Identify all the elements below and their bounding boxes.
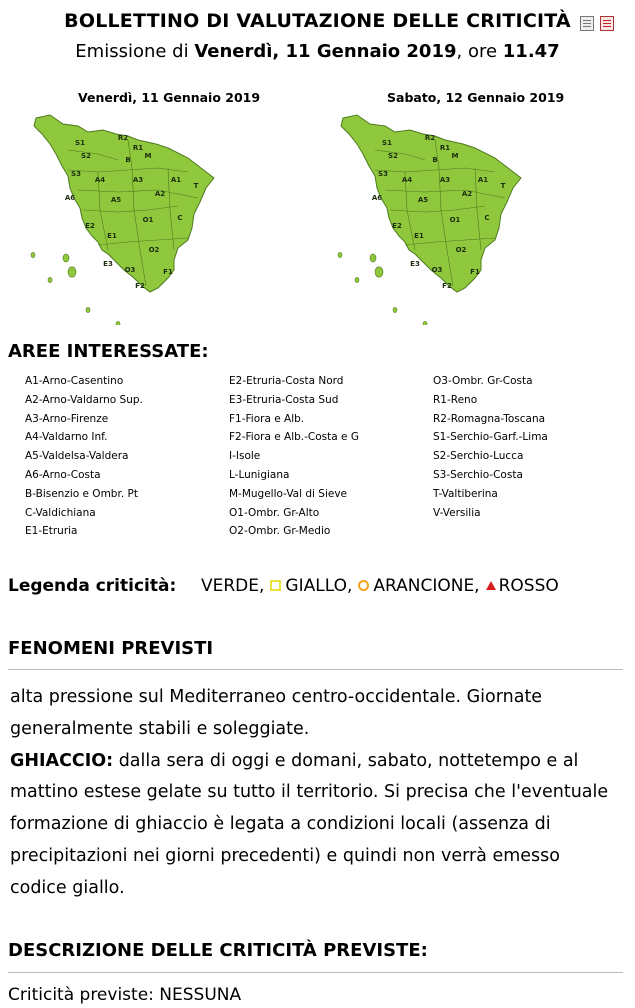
map-date-1: Venerdì, 11 Gennaio 2019 xyxy=(78,90,261,105)
zone-label: A3 xyxy=(132,176,144,184)
zone-label: C xyxy=(177,214,183,222)
zone-label: A5 xyxy=(417,196,429,204)
areas-heading: AREE INTERESSATE: xyxy=(8,341,209,362)
tuscany-map-svg xyxy=(335,110,525,325)
subtitle-prefix: Emissione di xyxy=(75,41,195,62)
zone-label: F2 xyxy=(442,282,452,290)
area-item: A3-Arno-Firenze xyxy=(25,412,109,425)
island xyxy=(68,267,76,277)
area-item: O2-Ombr. Gr-Medio xyxy=(229,525,331,538)
fenomeni-heading: FENOMENI PREVISTI xyxy=(8,638,214,659)
zone-label: F1 xyxy=(470,268,480,276)
areas-column-3 xyxy=(433,372,548,522)
island xyxy=(63,254,69,262)
zone-label: R1 xyxy=(132,144,144,152)
area-item: A5-Valdelsa-Valdera xyxy=(25,450,129,463)
bulletin-title: BOLLETTINO DI VALUTAZIONE DELLE CRITICITÀ xyxy=(64,10,571,32)
criticita-text: Criticità previste: NESSUNA xyxy=(8,985,242,1005)
area-item: R1-Reno xyxy=(433,393,478,406)
zone-label: S3 xyxy=(71,170,81,178)
area-item: E2-Etruria-Costa Nord xyxy=(229,375,344,387)
criticality-map-day2 xyxy=(335,110,525,325)
subtitle-mid: , ore xyxy=(456,41,503,62)
zone-label: A2 xyxy=(461,190,473,198)
zone-label: E3 xyxy=(410,260,420,268)
area-item: E3-Etruria-Costa Sud xyxy=(229,393,339,406)
rosso-triangle-icon xyxy=(486,581,496,590)
zone-label: E2 xyxy=(85,222,95,230)
zone-label: O1 xyxy=(449,216,461,224)
island xyxy=(48,277,52,282)
areas-column-1 xyxy=(25,372,143,541)
area-item: F2-Fiora e Alb.-Costa e G xyxy=(229,431,359,444)
zone-label: A4 xyxy=(401,176,413,184)
island xyxy=(116,321,120,325)
area-item: R2-Romagna-Toscana xyxy=(433,412,546,425)
zone-label: C xyxy=(484,214,490,222)
area-item: I-Isole xyxy=(229,450,261,463)
area-item: A6-Arno-Costa xyxy=(25,468,101,481)
zone-label: E1 xyxy=(414,232,424,240)
criticality-map-day1 xyxy=(28,110,218,325)
zone-label: S3 xyxy=(378,170,388,178)
zone-label: T xyxy=(193,182,199,190)
zone-label: R1 xyxy=(439,144,451,152)
ghiaccio-label: GHIACCIO: xyxy=(10,750,114,771)
island xyxy=(338,252,342,257)
island xyxy=(370,254,376,262)
zone-label: A6 xyxy=(371,194,383,202)
island xyxy=(423,321,427,325)
zone-label: R2 xyxy=(117,134,129,142)
giallo-square-icon xyxy=(270,580,281,591)
area-item: S3-Serchio-Costa xyxy=(433,468,523,481)
area-item: E1-Etruria xyxy=(25,525,78,538)
legend-verde: VERDE, xyxy=(201,576,265,596)
areas-column-2 xyxy=(229,372,359,541)
legend-rosso: ROSSO xyxy=(498,576,559,596)
island xyxy=(86,307,90,312)
area-item: O3-Ombr. Gr-Costa xyxy=(433,375,533,387)
island xyxy=(375,267,383,277)
zone-label: A1 xyxy=(170,176,182,184)
area-item: A2-Arno-Valdarno Sup. xyxy=(25,393,143,406)
area-item: A1-Arno-Casentino xyxy=(25,375,124,387)
area-item: V-Versilia xyxy=(433,506,481,519)
zone-label: A3 xyxy=(439,176,451,184)
bulletin-subtitle xyxy=(0,41,635,62)
zone-label: E3 xyxy=(103,260,113,268)
criticita-heading: DESCRIZIONE DELLE CRITICITÀ PREVISTE: xyxy=(8,940,428,961)
zone-label: E1 xyxy=(107,232,117,240)
zone-label: M xyxy=(144,152,152,160)
island xyxy=(31,252,35,257)
legend-label: Legenda criticità: xyxy=(8,576,177,596)
zone-label: S1 xyxy=(75,139,85,147)
zone-label: O3 xyxy=(124,266,136,274)
area-item: C-Valdichiana xyxy=(25,506,96,519)
divider xyxy=(8,972,623,973)
zone-label: F2 xyxy=(135,282,145,290)
zone-label: M xyxy=(451,152,459,160)
tuscany-map-svg xyxy=(28,110,218,325)
zone-label: O1 xyxy=(142,216,154,224)
issue-date: Venerdì, 11 Gennaio 2019 xyxy=(194,41,457,62)
zone-label: E2 xyxy=(392,222,402,230)
printer-icon[interactable] xyxy=(580,16,594,31)
zone-label: A1 xyxy=(477,176,489,184)
toolbar xyxy=(580,16,614,31)
arancione-circle-icon xyxy=(358,580,369,591)
zone-label: F1 xyxy=(163,268,173,276)
legend xyxy=(8,576,559,596)
fenomeni-text xyxy=(10,682,620,905)
island xyxy=(393,307,397,312)
zone-label: B xyxy=(432,156,438,164)
area-item: F1-Fiora e Alb. xyxy=(229,412,305,425)
zone-label: A4 xyxy=(94,176,106,184)
divider xyxy=(8,669,623,670)
fenomeni-text2: dalla sera di oggi e domani, sabato, nottetempo e al mattino estese gelate su tutto il territorio. Si precisa che l'eventuale formazione di ghiaccio è legata a condizioni locali (assenza di precipitazioni nei giorni precedenti) e quindi non verrà emesso codice giallo. xyxy=(10,750,609,898)
map-date-2: Sabato, 12 Gennaio 2019 xyxy=(387,90,565,105)
area-item: L-Lunigiana xyxy=(229,468,290,481)
area-item: S2-Serchio-Lucca xyxy=(433,450,524,463)
legend-giallo: GIALLO, xyxy=(285,576,353,596)
zone-label: S1 xyxy=(382,139,392,147)
zone-label: S2 xyxy=(81,152,91,160)
area-item: S1-Serchio-Garf.-Lima xyxy=(433,431,548,444)
area-item: B-Bisenzio e Ombr. Pt xyxy=(25,487,138,500)
zone-label: S2 xyxy=(388,152,398,160)
area-item: A4-Valdarno Inf. xyxy=(25,431,108,444)
zone-label: T xyxy=(500,182,506,190)
zone-label: O2 xyxy=(148,246,160,254)
island xyxy=(355,277,359,282)
zone-label: A6 xyxy=(64,194,76,202)
pdf-icon[interactable] xyxy=(600,16,614,31)
area-item: O1-Ombr. Gr-Alto xyxy=(229,506,320,519)
zone-label: R2 xyxy=(424,134,436,142)
issue-time: 11.47 xyxy=(502,41,560,62)
legend-arancione: ARANCIONE, xyxy=(373,576,480,596)
zone-label: O2 xyxy=(455,246,467,254)
area-item: T-Valtiberina xyxy=(433,487,498,500)
zone-label: B xyxy=(125,156,131,164)
fenomeni-text1: alta pressione sul Mediterraneo centro-occidentale. Giornate generalmente stabili e soleggiate. xyxy=(10,687,543,739)
zone-label: A2 xyxy=(154,190,166,198)
zone-label: A5 xyxy=(110,196,122,204)
area-item: M-Mugello-Val di Sieve xyxy=(229,487,348,500)
zone-label: O3 xyxy=(431,266,443,274)
